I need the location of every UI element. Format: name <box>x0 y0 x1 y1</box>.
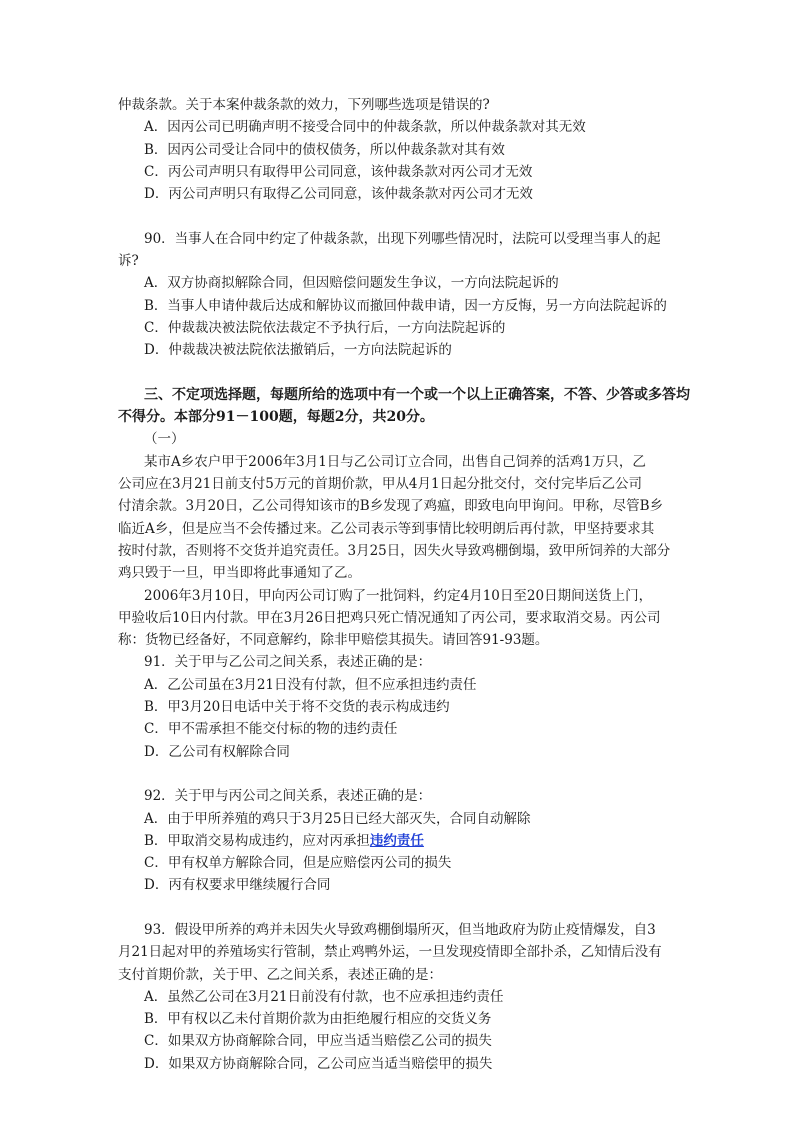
q89-stem-tail: 仲裁条款。关于本案仲裁条款的效力，下列哪些选项是错误的? <box>118 97 490 113</box>
q91-stem: 91．关于甲与乙公司之间关系，表述正确的是： <box>144 654 432 671</box>
section3-heading-line1: 三、不定项选择题，每题所给的选项中有一个或一个以上正确答案，不答、少答或多答均 <box>144 386 690 403</box>
case-para1-line: 鸡只毁于一旦，甲当即将此事通知了乙。 <box>118 565 361 582</box>
q92-stem: 92．关于甲与丙公司之间关系，表述正确的是： <box>144 788 432 805</box>
q93-stem-line: 月21日起对甲的养殖场实行管制，禁止鸡鸭外运，一旦发现疫情即全部扑杀，乙知情后没有 <box>118 944 662 961</box>
case-para1-line: 付清余款。3月20日，乙公司得知该市的B乡发现了鸡瘟，即致电向甲询问。甲称，尽管B乡 <box>118 498 664 515</box>
q90-option-c: C．仲裁裁决被法院依法裁定不予执行后，一方向法院起诉的 <box>144 319 506 336</box>
section3-heading-line2: 不得分。本部分91－100题，每题2分，共20分。 <box>118 409 434 426</box>
case-para2-line: 甲验收后10日内付款。甲在3月26日把鸡只死亡情况通知了丙公司，要求取消交易。丙公司 <box>118 609 661 626</box>
q93-option-c: C．如果双方协商解除合同，甲应当适当赔偿乙公司的损失 <box>144 1033 492 1050</box>
case-para1-line: 按时付款，否则将不交货并追究责任。3月25日，因失火导致鸡棚倒塌，致甲所饲养的大部分 <box>118 542 671 559</box>
q93-option-a: A．虽然乙公司在3月21日前没有付款，也不应承担违约责任 <box>144 988 504 1005</box>
liability-link[interactable]: 违约责任 <box>369 832 424 849</box>
q93-stem-line: 93．假设甲所养的鸡并未因失火导致鸡棚倒塌所灭，但当地政府为防止疫情爆发，自3 <box>144 921 656 938</box>
q92-option-d: D．丙有权要求甲继续履行合同 <box>144 877 331 894</box>
q92-option-c: C．甲有权单方解除合同，但是应赔偿丙公司的损失 <box>144 855 452 872</box>
case-label: （一） <box>144 431 185 448</box>
q91-option-a: A．乙公司虽在3月21日没有付款，但不应承担违约责任 <box>144 676 477 693</box>
q92-option-b-text: B．甲取消交易构成违约，应对丙承担 <box>144 832 370 849</box>
q89-option-a: A．因丙公司已明确声明不接受合同中的仲裁条款，所以仲裁条款对其无效 <box>144 119 586 136</box>
q90-option-d: D．仲裁裁决被法院依法撤销后，一方向法院起诉的 <box>144 342 452 359</box>
q91-option-d: D．乙公司有权解除合同 <box>144 743 290 760</box>
case-para2-line: 2006年3月10日，甲向丙公司订购了一批饲料，约定4月10日至20日期间送货上门， <box>144 587 653 604</box>
q90-option-b: B．当事人申请仲裁后达成和解协议而撤回仲裁申请，因一方反悔，另一方向法院起诉的 <box>144 297 667 314</box>
case-para1-line: 临近A乡，但是应当不会传播过来。乙公司表示等到事情比较明朗后再付款，甲坚持要求其 <box>118 520 655 537</box>
q92-option-a: A．由于甲所养殖的鸡只于3月25日已经大部灭失，合同自动解除 <box>144 810 531 827</box>
case-para1-line: 公司应在3月21日前支付5万元的首期价款，甲从4月1日起分批交付，交付完毕后乙公司 <box>118 476 643 493</box>
q89-option-c: C．丙公司声明只有取得甲公司同意，该仲裁条款对丙公司才无效 <box>144 163 533 180</box>
q90-stem-line1: 90．当事人在合同中约定了仲裁条款，出现下列哪些情况时，法院可以受理当事人的起 <box>144 230 661 247</box>
q92-option-b <box>118 830 688 852</box>
q89-option-b: B．因丙公司受让合同中的债权债务，所以仲裁条款对其有效 <box>144 141 505 158</box>
q91-option-b: B．甲3月20日电话中关于将不交货的表示构成违约 <box>144 699 450 716</box>
case-para1-line: 某市A乡农户甲于2006年3月1日与乙公司订立合同，出售自己饲养的活鸡1万只，乙 <box>144 453 646 470</box>
case-para2-line: 称：货物已经备好，不同意解约，除非甲赔偿其损失。请回答91-93题。 <box>118 632 549 649</box>
q93-stem-line: 支付首期价款，关于甲、乙之间关系，表述正确的是： <box>118 966 442 983</box>
q90-stem-line2: 诉? <box>118 253 139 270</box>
q93-option-d: D．如果双方协商解除合同，乙公司应当适当赔偿甲的损失 <box>144 1055 493 1072</box>
document-page <box>118 94 688 1075</box>
q93-option-b: B．甲有权以乙未付首期价款为由拒绝履行相应的交货义务 <box>144 1011 492 1028</box>
q89-option-d: D．丙公司声明只有取得乙公司同意，该仲裁条款对丙公司才无效 <box>144 186 533 203</box>
q90-option-a: A．双方协商拟解除合同，但因赔偿问题发生争议，一方向法院起诉的 <box>144 275 559 292</box>
q91-option-c: C．甲不需承担不能交付标的物的违约责任 <box>144 721 398 738</box>
